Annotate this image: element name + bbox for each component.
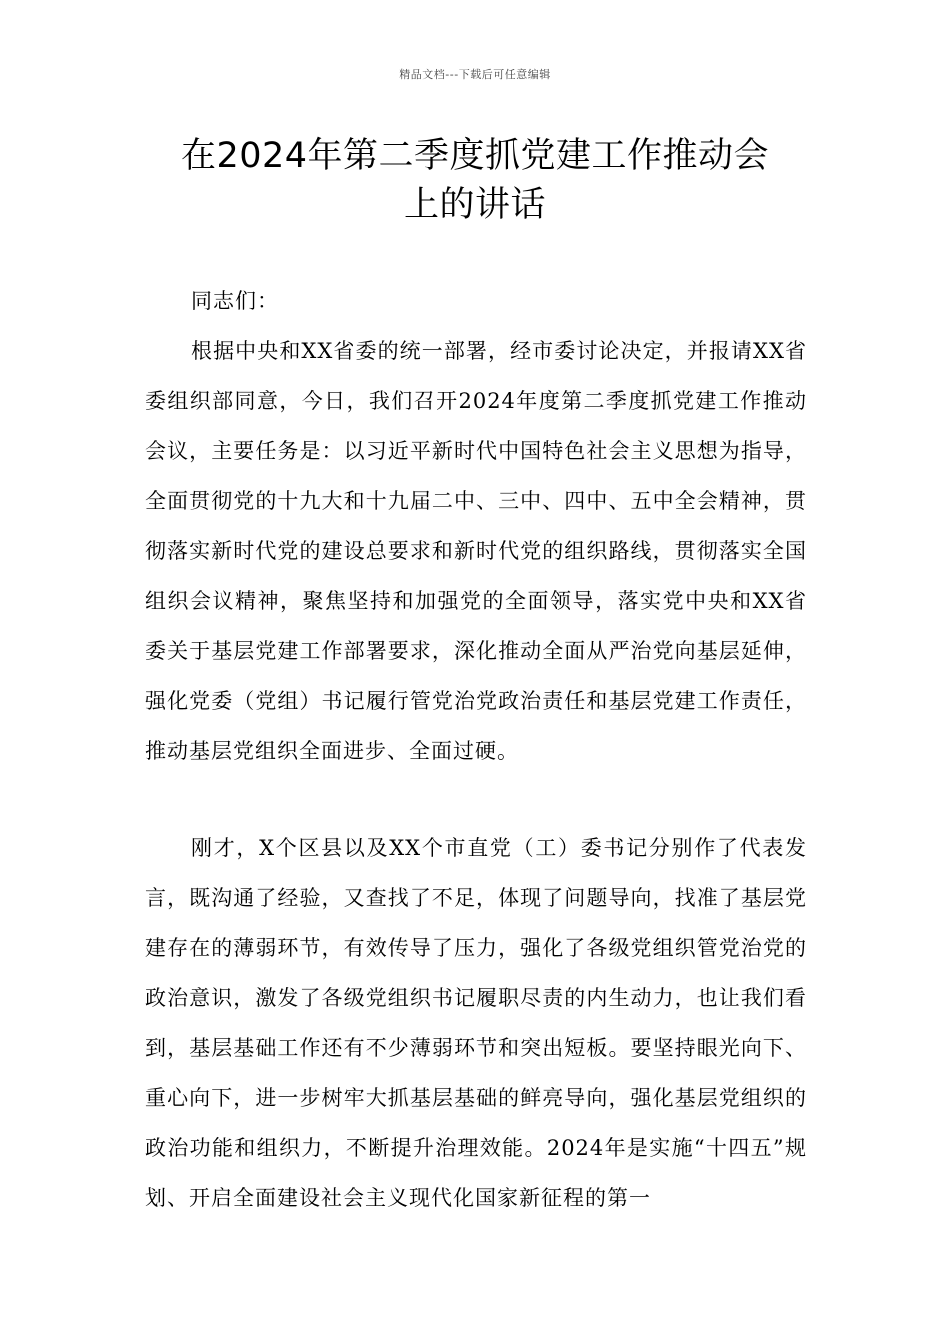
title-line-2: 上的讲话 xyxy=(403,185,546,225)
paragraph-2: 刚才，X个区县以及XX个市直党（工）委书记分别作了代表发言，既沟通了经验，又查找了不足，体现了问题导向，找准了基层党建存在的薄弱环节，有效传导了压力，强化了各级党组织管党治党的政治意识，激发了各级党组织书记履职尽责的内生动力，也让我们看到，基层基础工作还有不少薄弱环节和突出短板。要坚持眼光向下、重心向下，进一步树牢大抓基层基础的鲜亮导向，强化基层党组织的政治功能和组织力，不断提升治理效能。2024年是实施“十四五”规划、开启全面建设社会主义现代化国家新征程的第一 xyxy=(145,836,807,1210)
salutation-block xyxy=(145,276,807,326)
paragraph-block-1 xyxy=(145,326,807,776)
title-line-1: 在2024年第二季度抓党建工作推动会 xyxy=(180,136,770,176)
header-note: 精品文档---下载后可任意编辑 xyxy=(399,68,551,81)
paragraph-1: 根据中央和XX省委的统一部署，经市委讨论决定，并报请XX省委组织部同意，今日，我们召开2024年度第二季度抓党建工作推动会议，主要任务是：以习近平新时代中国特色社会主义思想为指导，全面贯彻党的十九大和十九届二中、三中、四中、五中全会精神，贯彻落实新时代党的建设总要求和新时代党的组织路线，贯彻落实全国组织会议精神，聚焦坚持和加强党的全面领导，落实党中央和XX省委关于基层党建工作部署要求，深化推动全面从严治党向基层延伸，强化党委（党组）书记履行管党治党政治责任和基层党建工作责任，推动基层党组织全面进步、全面过硬。 xyxy=(145,339,807,763)
salutation: 同志们： xyxy=(191,289,279,313)
paragraph-block-2 xyxy=(145,823,807,1223)
document-title xyxy=(120,132,830,230)
